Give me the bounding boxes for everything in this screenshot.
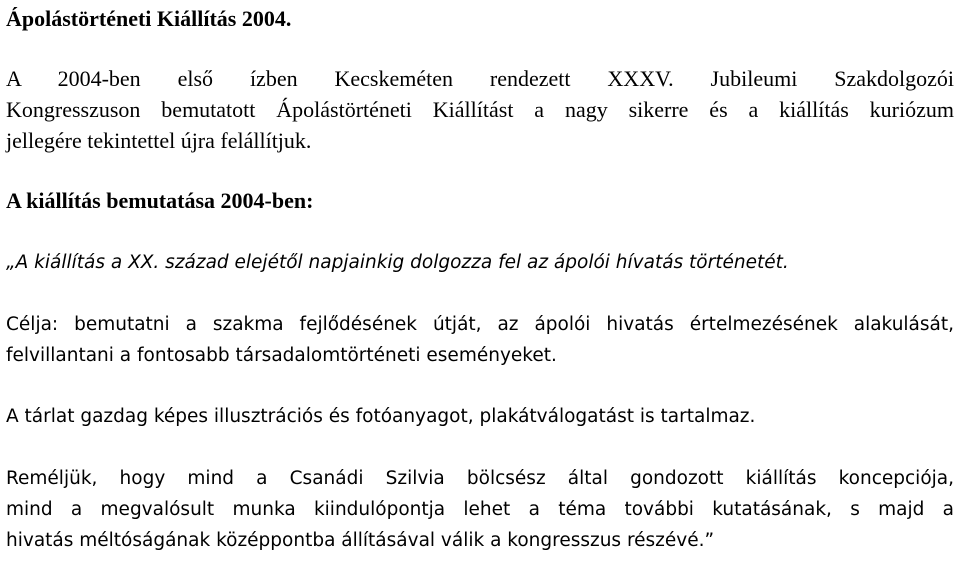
goal-paragraph bbox=[6, 309, 954, 371]
intro-paragraph bbox=[6, 63, 954, 156]
exhibit-content-paragraph bbox=[6, 401, 954, 432]
hope-line-3: hivatás méltóságának középpontba állításával válik a kongresszus részévé.” bbox=[6, 530, 715, 551]
intro-line-1: A 2004-ben első ízben Kecskeméten rendezett XXXV. Jubileumi Szakdolgozói bbox=[6, 66, 954, 91]
hope-paragraph bbox=[6, 463, 954, 556]
page-title: Ápolástörténeti Kiállítás 2004. bbox=[6, 6, 292, 31]
section-heading: A kiállítás bemutatása 2004-ben: bbox=[6, 188, 314, 213]
hope-line-2: mind a megvalósult munka kiindulópontja lehet a téma további kutatásának, s majd a bbox=[6, 499, 954, 520]
goal-line-1: Célja: bemutatni a szakma fejlődésének útját, az ápolói hivatás értelmezésének alakulását, bbox=[6, 314, 954, 335]
exhibit-content-line: A tárlat gazdag képes illusztrációs és fotóanyagot, plakátválogatást is tartalmaz. bbox=[6, 406, 756, 427]
opening-quote-mark: „ bbox=[6, 252, 16, 273]
quote-text: A kiállítás a XX. század elejétől napjainkig dolgozza fel az ápolói hívatás történetét. bbox=[15, 252, 789, 273]
intro-line-3: jellegére tekintettel újra felállítjuk. bbox=[6, 128, 312, 153]
hope-line-1: Reméljük, hogy mind a Csanádi Szilvia bölcsész által gondozott kiállítás koncepciója, bbox=[6, 468, 954, 489]
intro-line-2: Kongresszuson bemutatott Ápolástörténeti Kiállítást a nagy sikerre és a kiállítás kuriózum bbox=[6, 97, 954, 122]
quote-paragraph bbox=[6, 247, 789, 278]
goal-line-2: felvillantani a fontosabb társadalomtörténeti eseményeket. bbox=[6, 345, 557, 366]
